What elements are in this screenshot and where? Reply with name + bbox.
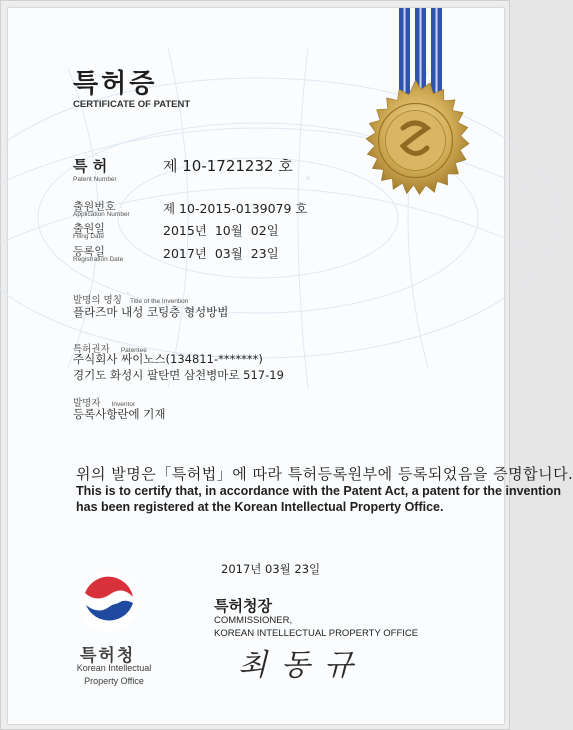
commissioner-title-en-line2: KOREAN INTELLECTUAL PROPERTY OFFICE bbox=[214, 628, 419, 639]
inventor-value: 등록사항란에 기재 bbox=[73, 407, 166, 421]
kipo-logo-icon bbox=[78, 571, 140, 633]
certification-statement-en-line1: This is to certify that, in accordance with the Patent Act, a patent for the invention bbox=[76, 484, 562, 498]
patentee-address-value: 경기도 화성시 팔탄면 삼천병마로 517-19 bbox=[73, 368, 284, 382]
registration-date-label: 등록일 bbox=[73, 245, 105, 258]
inventor-label: 발명자 bbox=[73, 398, 101, 409]
gold-seal-icon bbox=[353, 78, 478, 203]
page-title: 특허증 bbox=[73, 69, 158, 99]
inventor-label-en: Inventor bbox=[111, 401, 136, 408]
commissioner-title-ko: 특허청장 bbox=[214, 597, 272, 615]
page-subtitle: CERTIFICATE OF PATENT bbox=[73, 99, 191, 110]
filing-date-value: 2015년 10월 02일 bbox=[163, 223, 279, 238]
certification-statement-en-line2: has been registered at the Korean Intellectual Property Office. bbox=[76, 500, 444, 514]
patentee-label: 특허권자 bbox=[73, 344, 110, 355]
patentee-name-value: 주식회사 싸이노스(134811-*******) bbox=[73, 352, 263, 366]
application-number-label-en: Application Number bbox=[73, 211, 130, 218]
logo-text-en: Korean Intellectual Property Office bbox=[76, 663, 152, 686]
invention-label: 발명의 명칭 bbox=[73, 295, 122, 306]
commissioner-title-en-line1: COMMISSIONER, bbox=[214, 615, 293, 626]
filing-date-label: 출원일 bbox=[73, 222, 105, 235]
application-number-value: 제 10-2015-0139079 호 bbox=[163, 201, 308, 216]
invention-label-en: Title of the Invention bbox=[130, 298, 189, 305]
registration-date-label-en: Registration Date bbox=[73, 256, 124, 263]
certification-statement-ko: 위의 발명은「특허법」에 따라 특허등록원부에 등록되었음을 증명합니다. bbox=[76, 465, 573, 483]
patent-number-label-en: Patent Number bbox=[73, 176, 117, 183]
application-number-label: 출원번호 bbox=[73, 200, 116, 213]
patentee-label-en: Patentee bbox=[120, 347, 147, 354]
registration-date-value: 2017년 03월 23일 bbox=[163, 246, 279, 261]
certificate-paper bbox=[8, 8, 573, 724]
filing-date-label-en: Filing Date bbox=[73, 233, 105, 240]
patent-number-value: 제 10-1721232 호 bbox=[163, 157, 293, 175]
commissioner-signature: 최동규 bbox=[238, 648, 367, 683]
invention-title-value: 플라즈마 내성 코팅층 형성방법 bbox=[73, 305, 229, 319]
issue-date: 2017년 03월 23일 bbox=[221, 562, 321, 576]
logo-text-ko: 특허청 bbox=[80, 646, 136, 666]
patent-number-label: 특 허 bbox=[73, 157, 108, 175]
